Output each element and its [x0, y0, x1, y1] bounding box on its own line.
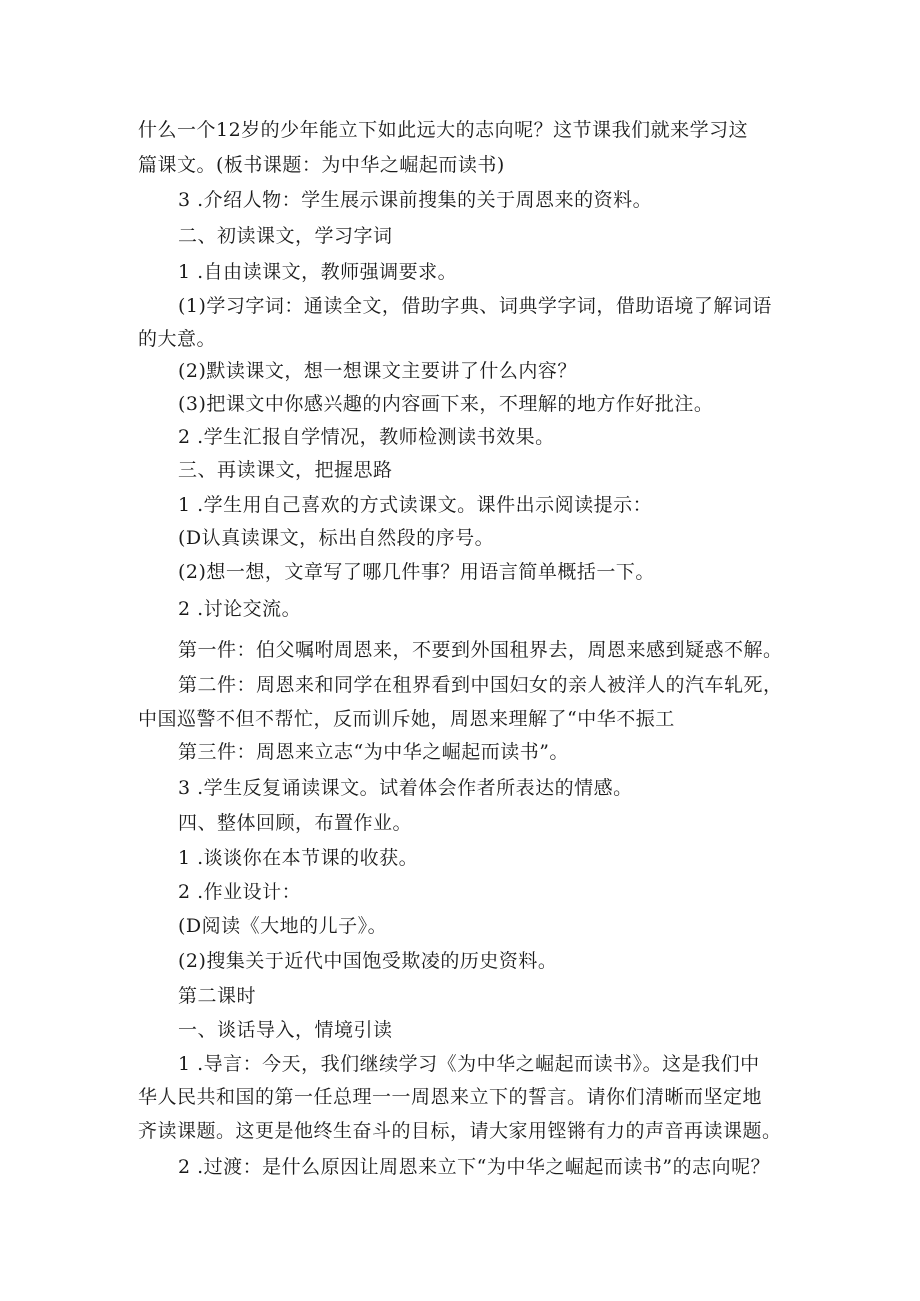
text-line: (2)默读课文，想一想课文主要讲了什么内容？	[178, 360, 577, 382]
text-line: 齐读课题。这更是他终生奋斗的目标，请大家用铿锵有力的声音再读课题。	[138, 1120, 782, 1142]
text-line: 的大意。	[138, 328, 217, 350]
section-heading: 一、谈话导入，情境引读	[178, 1019, 393, 1041]
text-line: 2 .讨论交流。	[178, 598, 302, 620]
text-line: (D阅读《大地的儿子》。	[178, 915, 388, 937]
text-line: 第三件：周恩来立志“为中华之崛起而读书”。	[178, 741, 569, 763]
text-line: 篇课文。(板书课题：为中华之崛起而读书)	[138, 154, 505, 176]
text-line: (3)把课文中你感兴趣的内容画下来，不理解的地方作好批注。	[178, 393, 714, 415]
text-line: (2)想一想，文章写了哪几件事？用语言简单概括一下。	[178, 561, 655, 583]
text-line: (D认真读课文，标出自然段的序号。	[178, 527, 495, 549]
text-line: 2 .过渡：是什么原因让周恩来立下“为中华之崛起而读书”的志向呢？	[178, 1156, 771, 1178]
section-heading: 三、再读课文，把握思路	[178, 459, 393, 481]
text-line: 2 .作业设计：	[178, 881, 302, 903]
text-line: 第一件：伯父嘱咐周恩来，不要到外国租界去，周恩来感到疑惑不解。	[178, 639, 783, 661]
text-line: 3 .学生反复诵读课文。试着体会作者所表达的情感。	[178, 777, 633, 799]
section-heading: 四、整体回顾，布置作业。	[178, 812, 413, 834]
text-line: (1)学习字词：通读全文，借助字典、词典学字词，借助语境了解词语	[178, 295, 772, 317]
text-line: 中国巡警不但不帮忙，反而训斥她，周恩来理解了“中华不振工	[138, 708, 675, 730]
text-line: 什么一个12岁的少年能立下如此远大的志向呢？这节课我们就来学习这	[138, 119, 749, 141]
section-heading: 二、初读课文，学习字词	[178, 225, 393, 247]
text-line: 3 .介绍人物：学生展示课前搜集的关于周恩来的资料。	[178, 189, 653, 211]
text-line: (2)搜集关于近代中国饱受欺凌的历史资料。	[178, 950, 558, 972]
text-line: 第二件：周恩来和同学在租界看到中国妇女的亲人被洋人的汽车轧死，	[178, 674, 783, 696]
text-line: 1 .谈谈你在本节课的收获。	[178, 847, 419, 869]
text-line: 1 .自由读课文，教师强调要求。	[178, 261, 458, 283]
section-heading: 第二课时	[178, 985, 257, 1007]
text-line: 华人民共和国的第一任总理一一周恩来立下的誓言。请你们清晰而坚定地	[138, 1086, 763, 1108]
text-line: 2 .学生汇报自学情况，教师检测读书效果。	[178, 426, 555, 448]
text-line: 1 .学生用自己喜欢的方式读课文。课件出示阅读提示：	[178, 494, 653, 516]
text-line: 1 .导言：今天，我们继续学习《为中华之崛起而读书》。这是我们中	[178, 1053, 760, 1075]
